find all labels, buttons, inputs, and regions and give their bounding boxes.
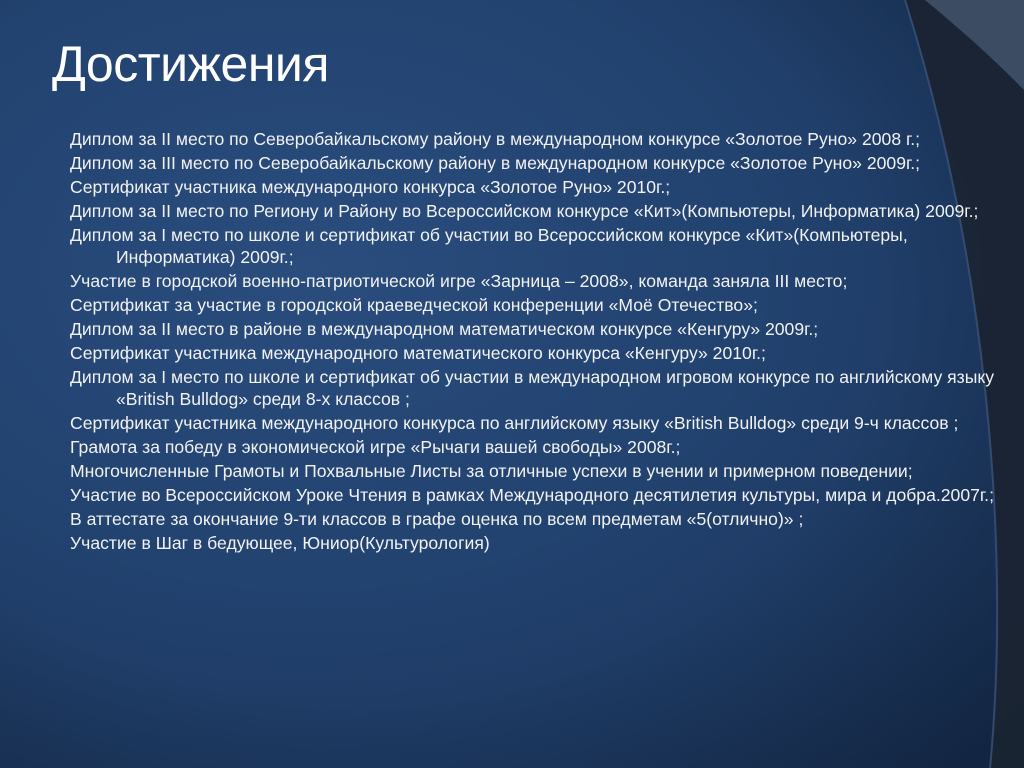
- list-item: Грамота за победу в экономической игре «Рычаги вашей свободы» 2008г.;: [70, 437, 681, 457]
- slide-title: Достижения: [52, 36, 329, 92]
- list-item: Участие в городской военно-патриотической игре «Зарница – 2008», команда заняла III место;: [70, 271, 848, 291]
- list-item: Сертификат участника международного математического конкурса «Кенгуру» 2010г.;: [70, 343, 766, 363]
- list-item: Диплом за I место по школе и сертификат об участии во Всероссийском конкурсе «Кит»(Компьютеры, Информатика) 2009г.;: [70, 225, 908, 267]
- list-item: Диплом за III место по Северобайкальскому району в международном конкурсе «Золотое Руно» 2009г.;: [70, 153, 921, 173]
- list-item: Диплом за II место по Северобайкальскому району в международном конкурсе «Золотое Руно» 2008 г.;: [70, 129, 921, 149]
- list-item: В аттестате за окончание 9-ти классов в графе оценка по всем предметам «5(отлично)» ;: [70, 509, 804, 529]
- list-item: Участие в Шаг в бедующее, Юниор(Культурология): [70, 533, 490, 553]
- list-item: Участие во Всероссийском Уроке Чтения в рамках Международного десятилетия культуры, мира и добра.2007г.;: [70, 485, 994, 505]
- list-item: Сертификат участника международного конкурса по английскому языку «British Bulldog» среди 9-ч классов ;: [70, 413, 959, 433]
- list-item: Диплом за I место по школе и сертификат об участии в международном игровом конкурсе по английскому языку «British Bulldog» среди 8-х классов ;: [70, 367, 995, 409]
- list-item: Диплом за II место в районе в международном математическом конкурсе «Кенгуру» 2009г.;: [70, 319, 819, 339]
- list-item: Сертификат участника международного конкурса «Золотое Руно» 2010г.;: [70, 177, 671, 197]
- list-item: Сертификат за участие в городской краеведческой конференции «Моё Отечество»;: [70, 295, 758, 315]
- list-item: Диплом за II место по Региону и Району во Всероссийском конкурсе «Кит»(Компьютеры, Информатика) 2009г.;: [70, 201, 979, 221]
- achievements-list: [70, 128, 1000, 556]
- list-item: Многочисленные Грамоты и Похвальные Листы за отличные успехи в учении и примерном поведении;: [70, 461, 913, 481]
